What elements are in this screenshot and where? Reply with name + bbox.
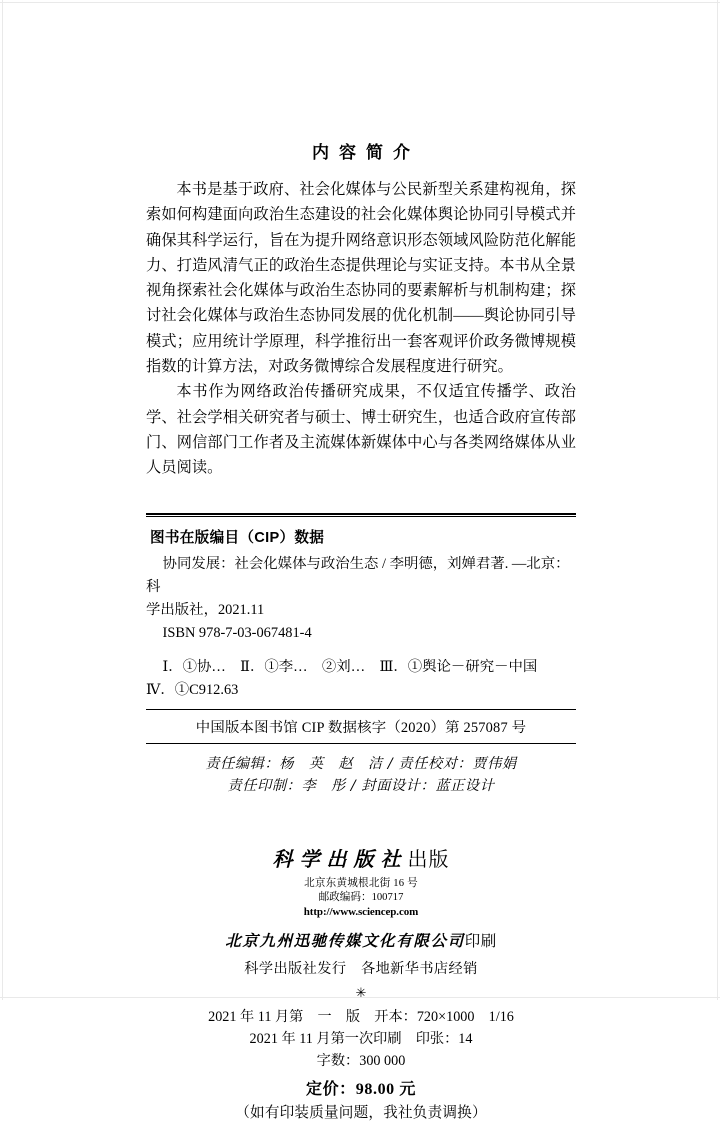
cip-middle-rule [146,709,576,710]
print-edition-line: 2021 年 11 月第 一 版 开本：720×1000 1/16 [208,1008,514,1025]
distribution-line: 科学出版社发行 各地新华书店经销 [244,960,478,977]
price-line: 定价：98.00 元 [305,1080,416,1098]
cip-block [146,513,576,744]
printer-line [146,929,576,951]
cip-classification-line-1: Ⅰ．①协… Ⅱ．①李… ②刘… Ⅲ．①舆论－研究－中国 [162,658,538,675]
cip-top-inner-rule [146,516,576,517]
credits-block [146,753,576,797]
abstract-paragraph-2: 本书作为网络政治传播研究成果，不仅适宜传播学、政治学、社会学相关研究者与硕士、博士研究生，也适合政府宣传部门、网信部门工作者及主流媒体新媒体中心与各类网络媒体从业人员阅读。 [146,383,576,477]
cip-classification-line-2: Ⅳ．①C912.63 [146,681,239,698]
print-details-block [146,1006,576,1072]
page-content [146,0,576,1122]
print-wordcount-line: 字数：300 000 [316,1052,406,1069]
cip-heading: 图书在版编目（CIP）数据 [150,529,325,546]
printer-company-name: 北京九州迅驰传媒文化有限公司 [225,930,465,950]
cip-check-number: 中国版本图书馆 CIP 数据核字（2020）第 257087 号 [195,719,527,736]
credits-production-line: 责任印制：李 彤 / 封面设计：蓝正设计 [227,777,495,794]
page-border-right [717,0,718,1000]
publisher-address: 北京东黄城根北街 16 号 [304,877,418,889]
publisher-logo-line [146,843,576,872]
quality-notice-line: （如有印装质量问题，我社负责调换） [235,1104,487,1121]
publisher-website-url: http://www.sciencep.com [303,905,419,918]
credits-editor-line: 责任编辑：杨 英 赵 洁 / 责任校对：贾伟娟 [205,755,517,772]
cip-title-line: 协同发展：社会化媒体与政治生态 / 李明德，刘婵君著. —北京：科 [146,555,570,595]
asterisk-separator: ✳ [355,984,367,1000]
publisher-name-logo: 科学出版社 [272,846,408,871]
abstract-title: 内容简介 [312,143,420,162]
cip-title-line-continued: 学出版社，2021.11 [146,601,265,618]
abstract-paragraph-1: 本书是基于政府、社会化媒体与公民新型关系建构视角，探索如何构建面向政治生态建设的社会化媒体舆论协同引导模式并确保其科学运行，旨在为提升网络意识形态领域风险防范化解能力、打造风清气正的政治生态提供理论与实证支持。本书从全景视角探索社会化媒体与政治生态协同的要素解析与机制构建；探讨社会化媒体与政治生态协同发展的优化机制——舆论协同引导模式；应用统计学原理，科学推衍出一套客观评价政务微博规模指数的计算方法，对政务微博综合发展程度进行研究。 [146,181,576,376]
publisher-block [146,843,576,920]
printer-print-suffix: 印刷 [464,932,497,950]
publisher-publish-suffix: 出版 [407,848,450,871]
publisher-postal-code: 邮政编码：100717 [318,891,404,903]
cip-isbn: ISBN 978-7-03-067481-4 [162,624,312,641]
print-impression-line: 2021 年 11 月第一次印刷 印张：14 [249,1030,473,1047]
page-border-left [2,0,3,1000]
